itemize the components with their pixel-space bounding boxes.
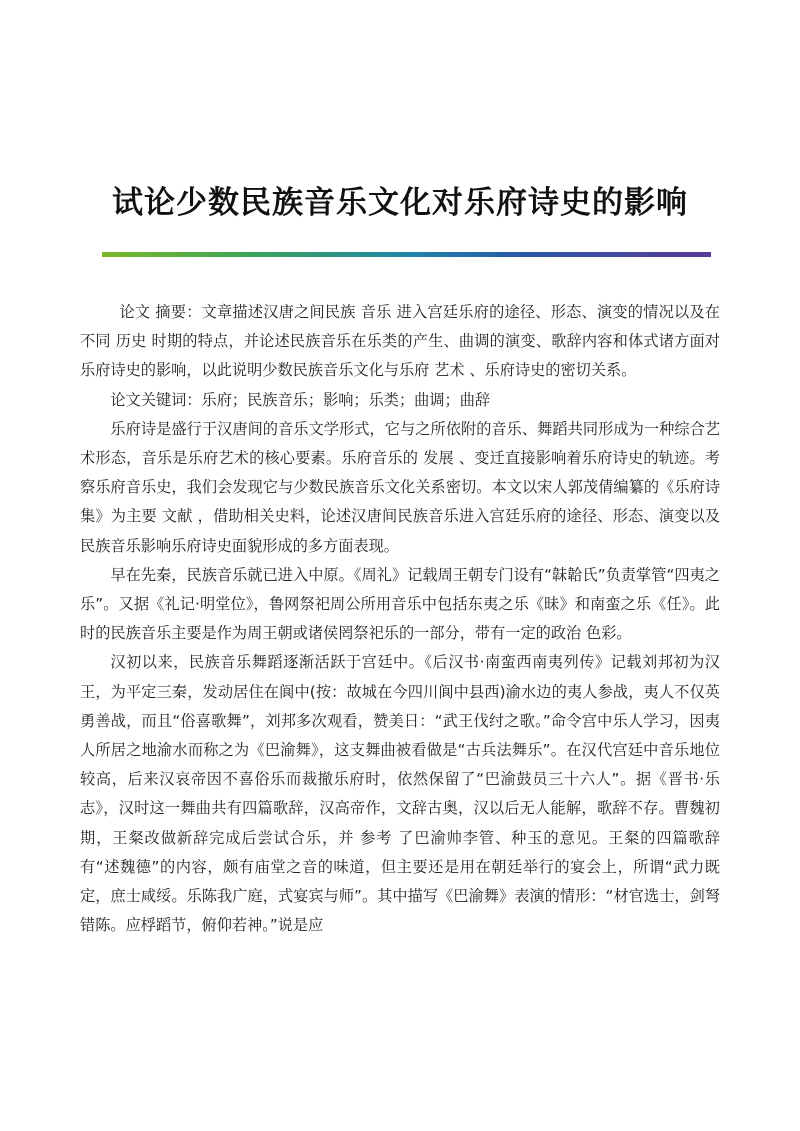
abstract-paragraph: 论文 摘要：文章描述汉唐之间民族 音乐 进入宫廷乐府的途径、形态、演变的情况以及在不同 历史 时期的特点，并论述民族音乐在乐类的产生、曲调的演变、歌辞内容和体式诸方面对乐府诗史的影响，以此说明少数民族音乐文化与乐府 艺术 、乐府诗史的密切关系。 [80,303,720,380]
body-paragraph: 早在先秦，民族音乐就已进入中原。《周礼》记载周王朝专门设有“韎韐氏”负责掌管“四夷之乐”。又据《礼记·明堂位》，鲁网祭祀周公所用音乐中包括东夷之乐《昧》和南蛮之乐《任》。此时的民族音乐主要是作为周王朝或诸侯罔祭祀乐的一部分，带有一定的政治 色彩。 [80,565,720,643]
title-divider [102,252,711,257]
document-body [80,298,720,940]
body-paragraph: 汉初以来，民族音乐舞蹈逐渐活跃于宫廷中。《后汉书·南蛮西南夷列传》记载刘邦初为汉王，为平定三秦，发动居住在阆中(按：故城在今四川阆中县西)渝水边的夷人参战，夷人不仅英勇善战，而且“俗喜歌舞”，刘邦多次观看，赞美日：“武王伐纣之歌。”命令宫中乐人学习，因夷人所居之地渝水而称之为《巴渝舞》，这支舞曲被看做是“古兵法舞乐”。在汉代宫廷中音乐地位较高，后来汉哀帝因不喜俗乐而裁撤乐府时，依然保留了“巴渝鼓员三十六人”。据《晋书·乐志》，汉时这一舞曲共有四篇歌辞，汉高帝作，文辞古奥，汉以后无人能解，歌辞不存。曹魏初期，王粲改做新辞完成后尝试合乐，并 参考 了巴渝帅李管、种玉的意见。王粲的四篇歌辞有“述魏德”的内容，颇有庙堂之音的味道，但主要还是用在朝廷举行的宴会上，所谓“武力既定，庶士咸绥。乐陈我广庭，式宴宾与师”。其中描写《巴渝舞》表演的情形：“材官选士，剑弩错陈。应桴蹈节，俯仰若神。”说是应 [80,653,720,935]
intro-paragraph: 乐府诗是盛行于汉唐间的音乐文学形式，它与之所依附的音乐、舞蹈共同形成为一种综合艺术形态，音乐是乐府艺术的核心要素。乐府音乐的 发展 、变迁直接影响着乐府诗史的轨迹。考察乐府音乐史，我们会发现它与少数民族音乐文化关系密切。本文以宋人郭茂倩编纂的《乐府诗集》为主要 文献 ，借助相关史料，论述汉唐间民族音乐进入宫廷乐府的途径、形态、演变以及民族音乐影响乐府诗史面貌形成的多方面表现。 [80,419,720,555]
keywords-paragraph: 论文关键词：乐府；民族音乐；影响；乐类；曲调；曲辞 [110,390,491,409]
document-title: 试论少数民族音乐文化对乐府诗史的影响 [112,184,688,221]
